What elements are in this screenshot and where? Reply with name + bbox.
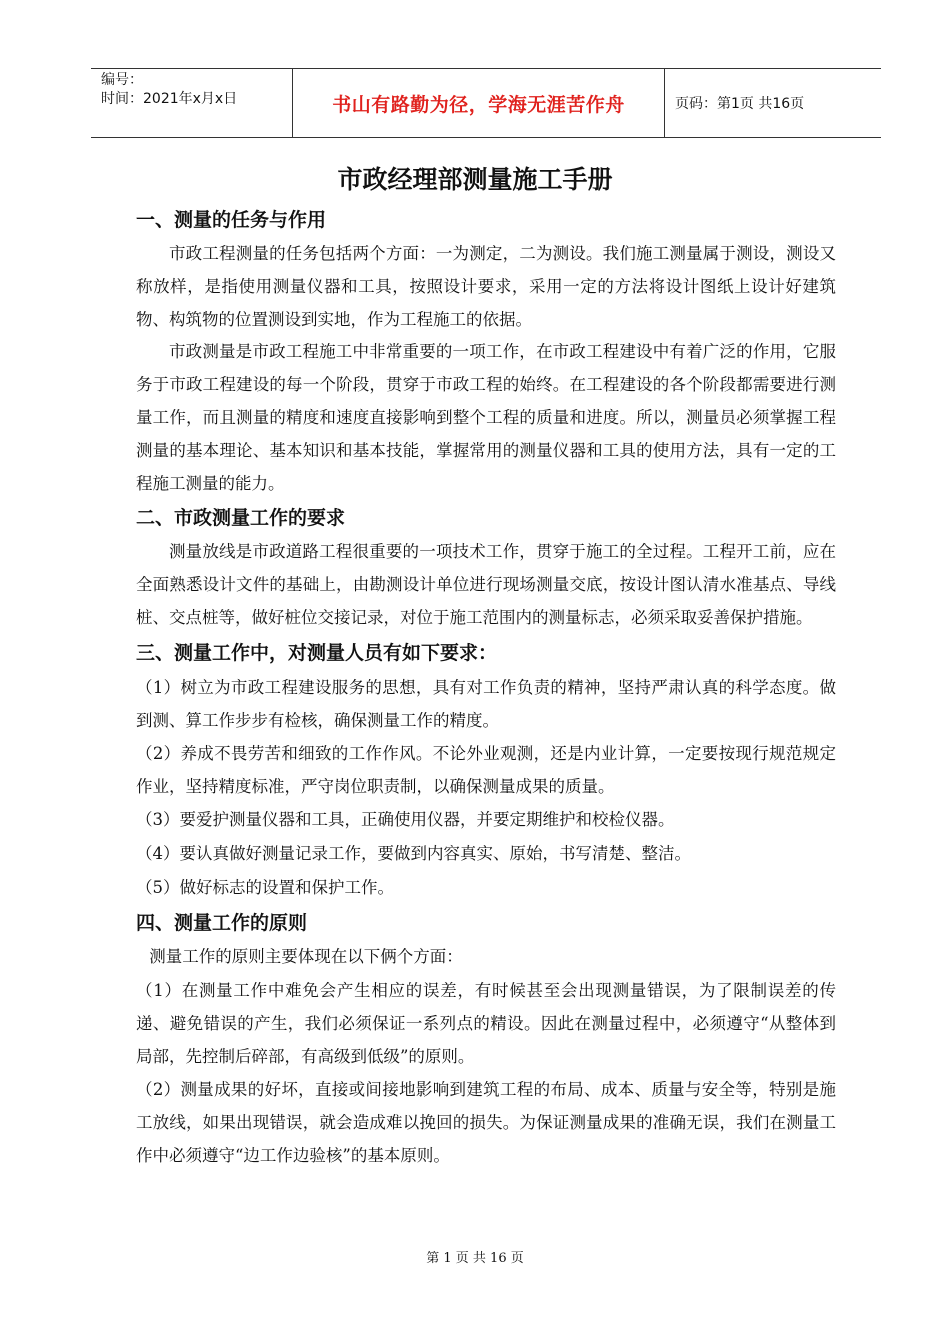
- section-1-paragraph-1: 市政工程测量的任务包括两个方面：一为测定，二为测设。我们施工测量属于测设，测设又称放样，是指使用测量仪器和工具，按照设计要求，采用一定的方法将设计图纸上设计好建筑物、构筑物的位置测设到实地，作为工程施工的依据。: [136, 244, 836, 329]
- section-2-paragraph-1: 测量放线是市政道路工程很重要的一项技术工作，贯穿于施工的全过程。工程开工前，应在全面熟悉设计文件的基础上，由勘测设计单位进行现场测量交底，按设计图认清水准基点、导线桩、交点桩等，做好桩位交接记录，对位于施工范围内的测量标志，必须采取妥善保护措施。: [136, 542, 836, 627]
- document-title: 市政经理部测量施工手册: [337, 165, 613, 194]
- requirement-item-3: （3）要爱护测量仪器和工具，正确使用仪器，并要定期维护和校检仪器。: [136, 809, 675, 829]
- section-heading-3: 三、测量工作中，对测量人员有如下要求：: [136, 641, 498, 664]
- document-number-label: 编号：: [101, 72, 143, 88]
- section-heading-4: 四、测量工作的原则: [136, 911, 308, 934]
- document-body: [136, 202, 836, 1172]
- header-meta-cell: [91, 69, 293, 137]
- header-page-cell: [665, 69, 881, 137]
- requirement-item-1: （1）树立为市政工程建设服务的思想，具有对工作负责的精神，坚持严肃认真的科学态度。做到测、算工作步步有检核，确保测量工作的精度。: [136, 677, 836, 730]
- section-heading-1: 一、测量的任务与作用: [136, 209, 327, 231]
- principle-item-1: （1）在测量工作中难免会产生相应的误差，有时候甚至会出现测量错误，为了限制误差的传递、避免错误的产生，我们必须保证一系列点的精设。因此在测量过程中，必须遵守“从整体到局部，先控制后碎部，有高级到低级”的原则。: [136, 980, 836, 1066]
- requirement-item-2: （2）养成不畏劳苦和细致的工作作风。不论外业观测，还是内业计算，一定要按现行规范规定作业，坚持精度标准，严守岗位职责制，以确保测量成果的质量。: [136, 743, 836, 796]
- principle-item-2: （2）测量成果的好坏，直接或间接地影响到建筑工程的布局、成本、质量与安全等，特别是施工放线，如果出现错误，就会造成难以挽回的损失。为保证测量成果的准确无误，我们在测量工作中必须遵守“边工作边验核”的基本原则。: [136, 1079, 836, 1165]
- document-time-label: 时间：2021年x月x日: [101, 91, 238, 107]
- header-page-info: 页码：第1页 共16页: [675, 96, 805, 112]
- header-motto-cell: [293, 69, 665, 137]
- header-table: [91, 68, 881, 138]
- section-4-intro: 测量工作的原则主要体现在以下俩个方面：: [149, 946, 463, 966]
- section-1-paragraph-2: 市政测量是市政工程施工中非常重要的一项工作，在市政工程建设中有着广泛的作用，它服务于市政工程建设的每一个阶段，贯穿于市政工程的始终。在工程建设的各个阶段都需要进行测量工作，而且测量的精度和速度直接影响到整个工程的质量和进度。所以，测量员必须掌握工程测量的基本理论、基本知识和基本技能，掌握常用的测量仪器和工具的使用方法，具有一定的工程施工测量的能力。: [136, 342, 836, 493]
- section-heading-2: 二、市政测量工作的要求: [136, 507, 346, 530]
- requirement-item-4: （4）要认真做好测量记录工作，要做到内容真实、原始，书写清楚、整洁。: [136, 843, 691, 863]
- header-motto: 书山有路勤为径，学海无涯苦作舟: [332, 93, 625, 116]
- requirement-item-5: （5）做好标志的设置和保护工作。: [136, 877, 394, 897]
- page-footer: 第 1 页 共 16 页: [426, 1251, 524, 1266]
